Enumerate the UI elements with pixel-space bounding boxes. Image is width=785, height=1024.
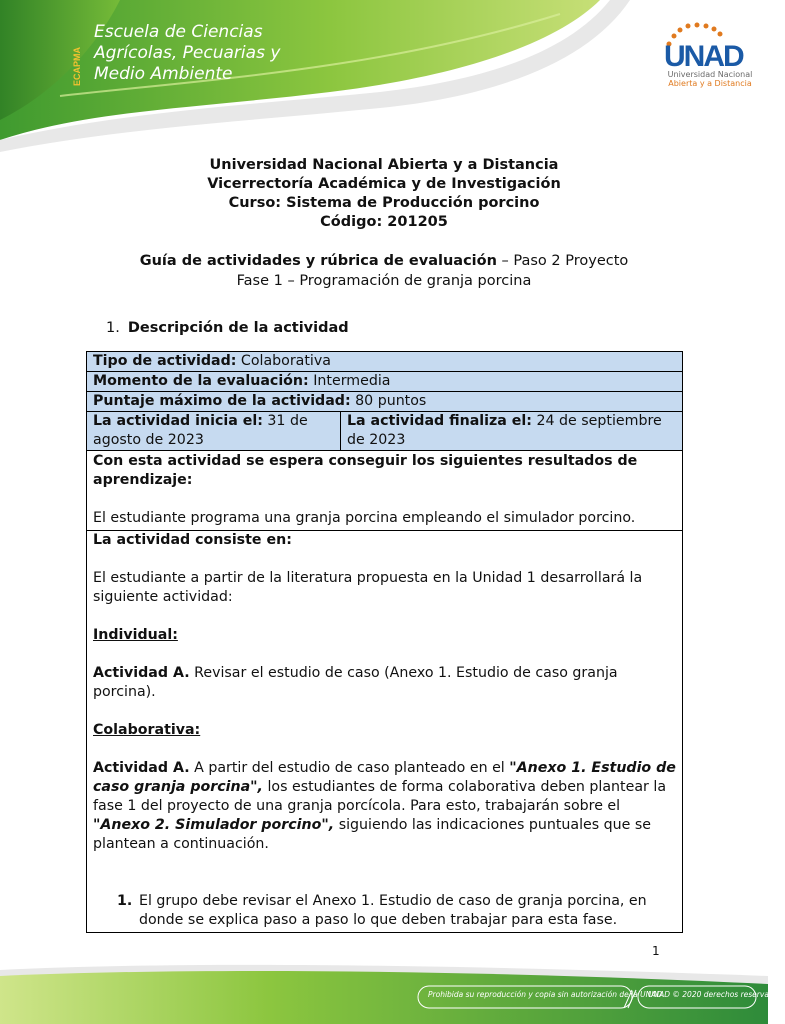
row-tipo [87,352,682,372]
colaborativa-paragraph [93,759,676,854]
row-resultados [87,451,682,531]
section-title-text: Descripción de la actividad [127,320,349,336]
logo-caption-line-2: Abierta y a Distancia [668,79,752,88]
title-code: Código: 201205 [320,214,448,230]
colab-bold: Actividad A. [93,760,190,776]
colab-anexo-1: "Anexo 1. Estudio de caso granja porcina", [93,760,676,795]
title-course: Curso: Sistema de Producción porcino [228,195,540,211]
colaborativa-heading: Colaborativa: [93,722,201,738]
resultados-heading: Con esta actividad se espera conseguir los siguientes resultados de aprendizaje: [93,453,638,488]
momento-value: Intermedia [308,373,391,389]
individual-paragraph [93,664,676,702]
row-consiste [87,531,682,932]
fecha-fin-cell [341,412,682,450]
tipo-value: Colaborativa [236,353,331,369]
title-vicerrectoria: Vicerrectoría Académica y de Investigación [207,176,561,192]
guide-heading [0,251,768,291]
list-item-text: El grupo debe revisar el Anexo 1. Estudio de caso de granja porcina, en donde se explica paso a paso lo que deben trabajar para esta fase. [139,893,647,928]
colab-text-3: siguiendo las indicaciones puntuales que se plantean a continuación. [93,817,652,852]
section-number: 1. [106,320,120,336]
puntaje-value: 80 puntos [350,393,427,409]
colab-text-2: los estudiantes de forma colaborativa deben plantear la fase 1 del proyecto de una granja porcícola. Para esto, trabajarán sobre el [93,779,667,814]
fecha-inicio-cell [87,412,341,450]
list-item [93,892,676,930]
consiste-intro: El estudiante a partir de la literatura propuesta en la Unidad 1 desarrollará la siguiente actividad: [93,570,643,605]
ecapma-tag [68,28,84,88]
guide-bold: Guía de actividades y rúbrica de evaluación [139,253,497,269]
tipo-label: Tipo de actividad: [93,353,237,369]
activity-table [86,351,683,933]
finaliza-label: La actividad finaliza el: [347,413,532,429]
inicia-value: 31 de agosto de 2023 [93,413,308,448]
individual-bold: Actividad A. [93,665,190,681]
footer-note-2: UNAD © 2020 derechos reservados. [648,990,785,999]
school-name [94,22,280,85]
colab-anexo-2: "Anexo 2. Simulador porcino", [93,817,335,833]
title-block [0,156,768,232]
page-number: 1 [652,944,660,958]
row-momento [87,372,682,392]
consiste-heading: La actividad consiste en: [93,532,292,548]
logo-caption-line-1: Universidad Nacional [667,70,753,79]
colab-text-1: A partir del estudio de caso planteado en el [189,760,510,776]
footer-note-1: Prohibida su reproducción y copia sin autorización de la UNAD. [428,990,665,999]
school-line-2: Agrícolas, Pecuarias y [94,43,281,63]
individual-heading: Individual: [93,627,178,643]
inicia-label: La actividad inicia el: [93,413,263,429]
guide-rest: – Paso 2 Proyecto [496,253,629,269]
individual-text: Revisar el estudio de caso (Anexo 1. Estudio de caso granja porcina). [93,665,618,700]
row-puntaje [87,392,682,412]
school-line-1: Escuela de Ciencias [94,22,263,42]
unad-logo-text: UNAD [664,40,743,73]
guide-line-2: Fase 1 – Programación de granja porcina [236,273,532,289]
list-item-number: 1. [117,893,133,909]
puntaje-label: Puntaje máximo de la actividad: [93,393,351,409]
row-fechas [87,412,682,451]
ecapma-text: ECAPMA [72,46,82,86]
logo-caption [662,70,758,88]
momento-label: Momento de la evaluación: [93,373,309,389]
resultados-text: El estudiante programa una granja porcina empleando el simulador porcino. [93,510,636,526]
title-university: Universidad Nacional Abierta y a Distancia [209,157,559,173]
finaliza-value: 24 de septiembre de 2023 [347,413,662,448]
section-title [106,320,349,336]
school-line-3: Medio Ambiente [94,64,233,84]
